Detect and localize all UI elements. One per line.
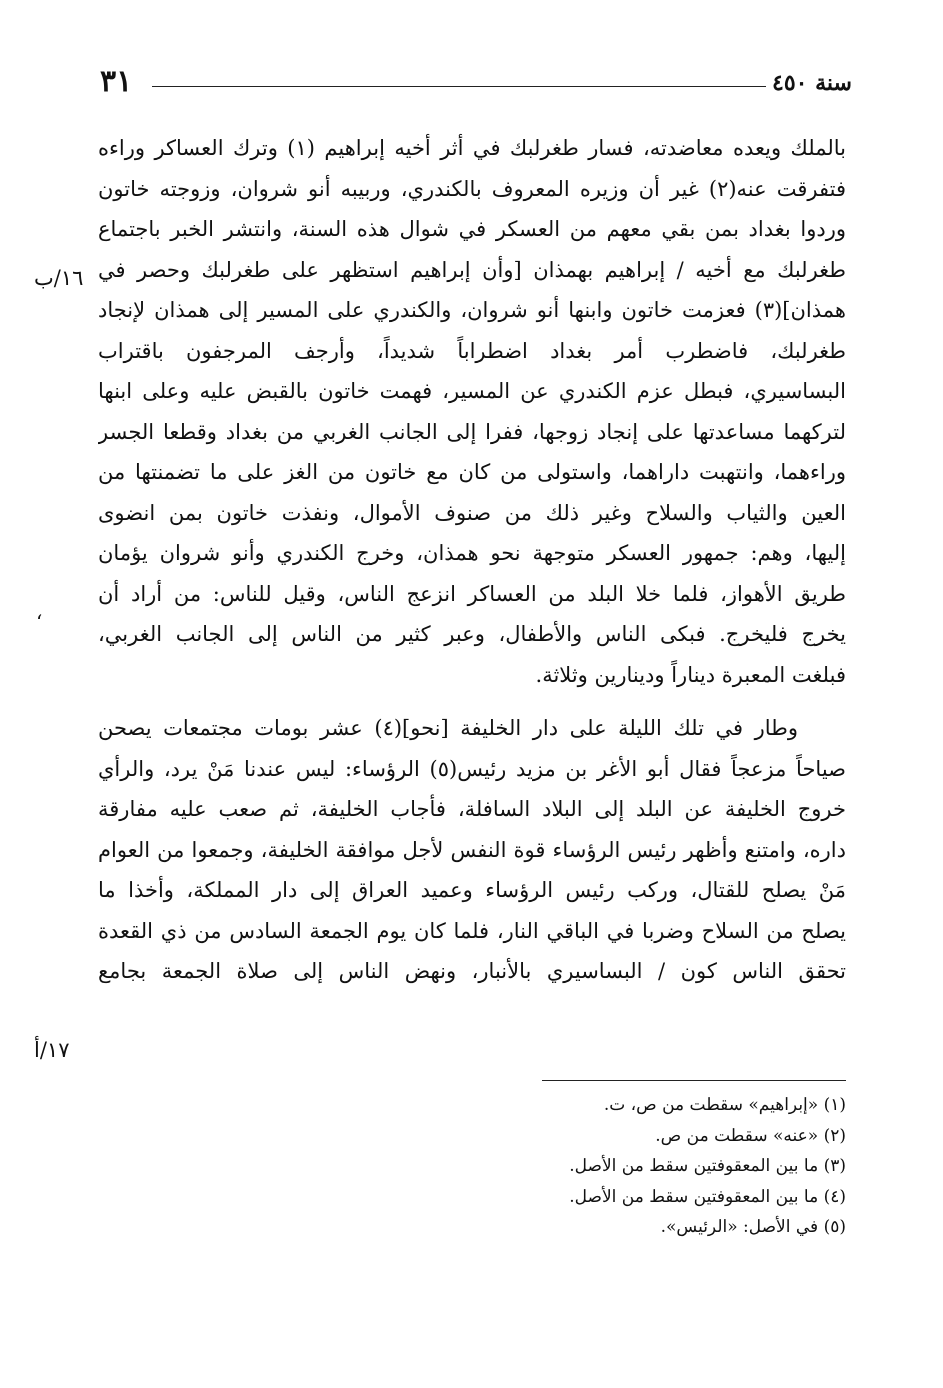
- text-line: العين والثياب والسلاح وغير ذلك من صنوف الأموال، ونفذت خاتون بمن انضوى: [98, 500, 846, 525]
- text-line: يخرج فليخرج. فبكى الناس والأطفال، وعبر كثير من الناس إلى الجانب الغربي،: [98, 622, 846, 646]
- text-line: بالملك ويعده معاضدته، فسار طغرلبك في أثر أخيه إبراهيم (١) وترك العساكر وراءه: [98, 136, 846, 160]
- footnote: (٣) ما بين المعقوفتين سقط من الأصل.: [569, 1156, 846, 1176]
- text-line: وردوا بغداد بمن بقي معهم من العسكر في شوال هذه السنة، وانتشر الخبر باجتماع: [98, 217, 846, 241]
- text-line: همذان](٣) فعزمت خاتون وابنها أنو شروان، والكندري على المسير إلى همذان لإنجاد: [98, 298, 846, 322]
- footnote: (١) «إبراهيم» سقطت من ص، ت.: [603, 1095, 846, 1115]
- running-head: سنة ٤٥٠: [772, 70, 852, 96]
- text-line: لتركهما مساعدتها على إنجاد زوجها، ففرا إلى الجانب الغربي من بغداد وقطعا الجسر: [98, 419, 846, 444]
- text-line: فبلغت المعبرة ديناراً ودينارين وثلاثة.: [535, 662, 846, 687]
- text-line: تحقق الناس كون / البساسيري بالأنبار، ونهض الناس إلى صلاة الجمعة بجامع: [98, 959, 846, 983]
- margin-tick-mark: ʻ: [36, 610, 43, 634]
- text-line: يصلح من السلاح وضربا في الباقي النار، فلما كان يوم الجمعة السادس من ذي القعدة: [98, 918, 846, 943]
- page-number: ٣١: [100, 64, 133, 99]
- header-rule: [152, 86, 766, 87]
- text-line: وراءهما، وانتهبت داراهما، واستولى من كان مع خاتون من الغز على ما تضمنتها من: [98, 460, 846, 484]
- text-line: فتفرقت عنه(٢) غير أن وزيره المعروف بالكندري، وربيبه أنو شروان، وزوجته خاتون: [98, 176, 846, 201]
- footnote: (٤) ما بين المعقوفتين سقط من الأصل.: [569, 1186, 846, 1207]
- paragraph-gap: [98, 695, 846, 708]
- text-line: مَنْ يصلح للقتال، وركب رئيس الرؤساء وعميد العراق إلى دار المملكة، وأخذا ما: [98, 878, 846, 902]
- text-line: طغرلبك مع أخيه / إبراهيم بهمذان [وأن إبراهيم استظهر على طغرلبك وحصر في: [98, 257, 846, 282]
- margin-folio-note: ١٧/أ: [34, 1038, 70, 1062]
- text-line: داره، وامتنع وأظهر رئيس الرؤساء قوة النفس لأجل موافقة الخليفة، وجمعوا من العوام: [98, 837, 846, 862]
- main-text: [98, 128, 846, 992]
- footnote: (٢) «عنه» سقطت من ص.: [655, 1125, 846, 1146]
- footnote: (٥) في الأصل: «الرئيس».: [660, 1217, 846, 1237]
- text-line: إليها، وهم: جمهور العسكر متوجهة نحو همذان، وخرج الكندري وأنو شروان يؤمان: [98, 541, 846, 565]
- text-line: طغرلبك، فاضطرب أمر بغداد اضطراباً شديداً، وأرجف المرجفون باقتراب: [98, 338, 846, 363]
- footnotes: [300, 1090, 846, 1243]
- text-line: خروج الخليفة عن البلد إلى البلاد السافلة، فأجاب الخليفة، ثم صعب عليه مفارقة: [98, 797, 846, 821]
- footnote-separator: [542, 1080, 846, 1081]
- text-line: صياحاً مزعجاً فقال أبو الأغر بن مزيد رئيس(٥) الرؤساء: ليس عندنا مَنْ يرد، والرأي: [98, 756, 846, 781]
- text-line: طريق الأهواز، فلما خلا البلد من العساكر انزعج الناس، وقيل للناس: من أراد أن: [98, 581, 846, 606]
- text-line: وطار في تلك الليلة على دار الخليفة [نحو](٤) عشر بومات مجتمعات يصحن: [98, 716, 798, 740]
- margin-folio-note: ١٦/ب: [34, 266, 84, 290]
- page-header: [100, 64, 852, 104]
- text-line: البساسيري، فبطل عزم الكندري عن المسير، فهمت خاتون بالقبض عليه وعلى ابنها: [98, 379, 846, 403]
